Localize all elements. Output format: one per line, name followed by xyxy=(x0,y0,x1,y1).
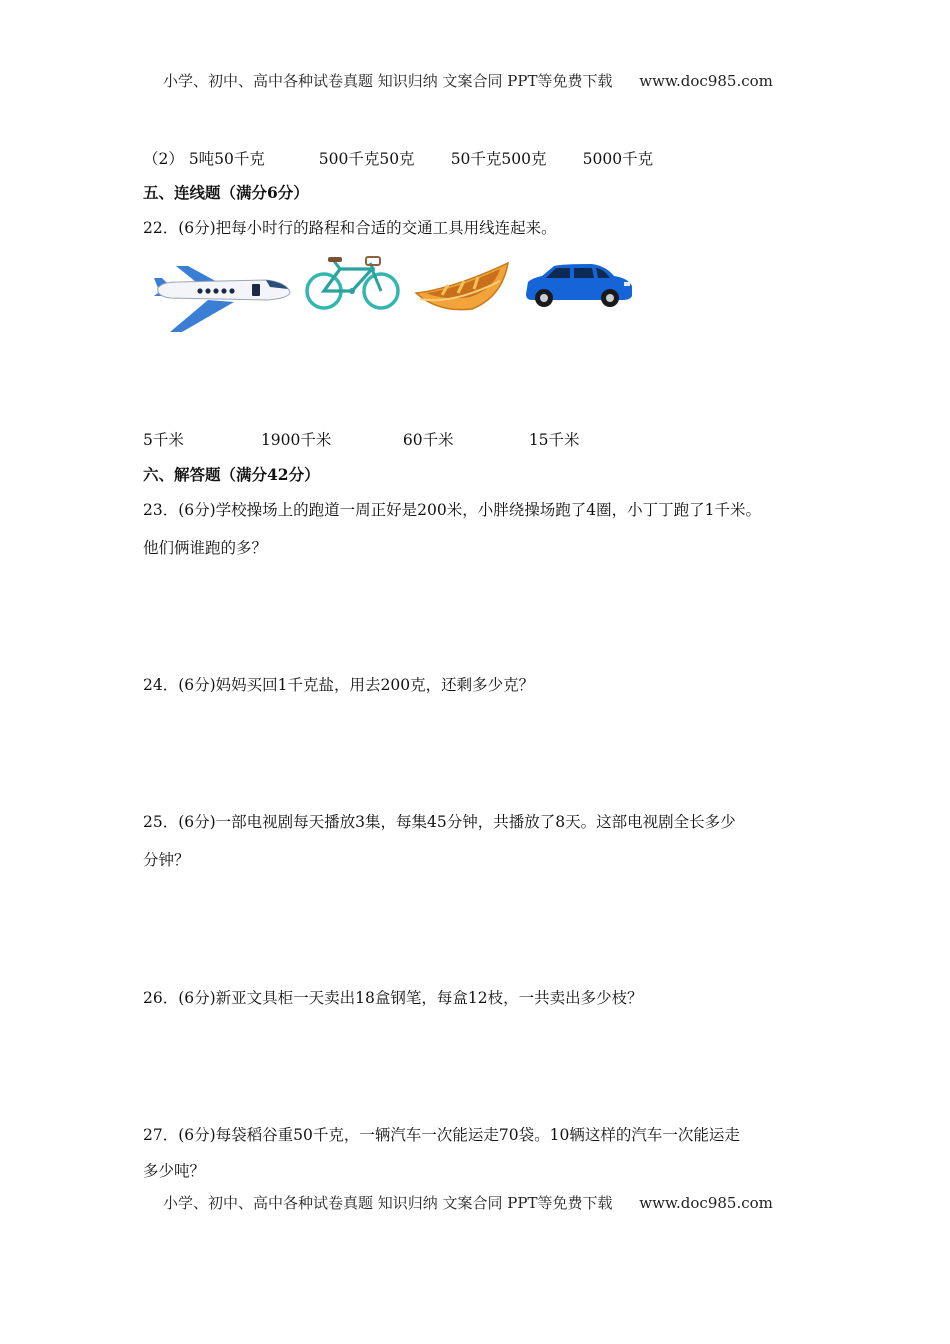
question-23-line1: 23．(6分)学校操场上的跑道一周正好是200米，小胖绕操场跑了4圈，小丁丁跑了1千米。 xyxy=(143,501,761,519)
question-25-line2: 分钟？ xyxy=(143,851,190,869)
q21-option-1: 5吨50千克 xyxy=(188,150,265,168)
q21-part2-label: （2） xyxy=(143,150,184,168)
page-footer xyxy=(163,1192,773,1213)
car-icon xyxy=(522,264,634,310)
question-26: 26．(6分)新亚文具柜一天卖出18盒钢笔，每盒12枝，一共卖出多少枝？ xyxy=(143,989,643,1007)
airplane-icon xyxy=(148,262,294,334)
section-5-title: 五、连线题（满分6分） xyxy=(143,183,309,202)
question-24: 24．(6分)妈妈买回1千克盐，用去200克，还剩多少克？ xyxy=(143,676,535,694)
question-22: 22．(6分)把每小时行的路程和合适的交通工具用线连起来。 xyxy=(143,219,557,237)
header-url[interactable]: www.doc985.com xyxy=(639,72,773,90)
distance-option-4[interactable]: 15千米 xyxy=(528,431,580,449)
question-27-line2: 多少吨？ xyxy=(143,1162,206,1180)
q21-option-3: 50千克500克 xyxy=(450,150,547,168)
header-left-text: 小学、初中、高中各种试卷真题 知识归纳 文案合同 PPT等免费下载 xyxy=(163,72,613,90)
page-header xyxy=(163,70,773,91)
q21-option-4: 5000千克 xyxy=(582,150,654,168)
question-25-line1: 25．(6分)一部电视剧每天播放3集，每集45分钟，共播放了8天。这部电视剧全长多少 xyxy=(143,813,736,831)
q21-part2 xyxy=(143,147,653,169)
distance-option-1[interactable]: 5千米 xyxy=(143,431,184,449)
q21-option-2: 500千克50克 xyxy=(318,150,415,168)
footer-left-text: 小学、初中、高中各种试卷真题 知识归纳 文案合同 PPT等免费下载 xyxy=(163,1194,613,1212)
question-23-line2: 他们俩谁跑的多？ xyxy=(143,539,268,557)
footer-url[interactable]: www.doc985.com xyxy=(639,1194,773,1212)
distance-option-2[interactable]: 1900千米 xyxy=(260,431,332,449)
bicycle-icon xyxy=(304,253,402,313)
boat-icon xyxy=(412,259,510,315)
distance-option-3[interactable]: 60千米 xyxy=(402,431,454,449)
question-27-line1: 27．(6分)每袋稻谷重50千克，一辆汽车一次能运走70袋。10辆这样的汽车一次能运走 xyxy=(143,1126,740,1144)
distance-options xyxy=(143,428,580,450)
section-6-title: 六、解答题（满分42分） xyxy=(143,465,320,484)
